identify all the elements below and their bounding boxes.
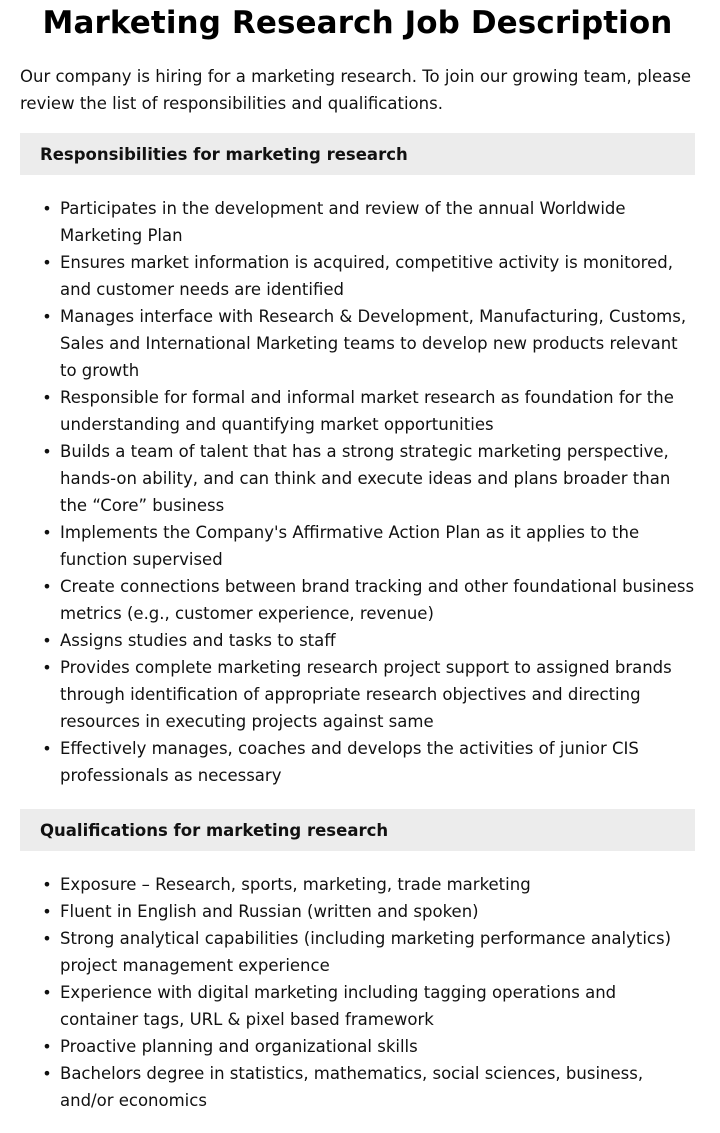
list-item-text: Ensures market information is acquired, competitive activity is monitored, and customer needs are identified (60, 253, 673, 299)
list-item-text: Effectively manages, coaches and develops the activities of junior CIS professionals as necessary (60, 739, 639, 785)
bullet-icon: • (42, 1037, 52, 1056)
page-title: Marketing Research Job Description (42, 5, 673, 41)
bullet-icon: • (42, 442, 52, 461)
qualifications-list (20, 871, 695, 1114)
list-item-text: Manages interface with Research & Development, Manufacturing, Customs, Sales and International Marketing teams to develop new products relevant to growth (60, 307, 687, 380)
bullet-icon: • (42, 929, 52, 948)
bullet-icon: • (42, 658, 52, 677)
list-item-text: Assigns studies and tasks to staff (60, 631, 336, 650)
list-item-text: Proactive planning and organizational skills (60, 1037, 418, 1056)
list-item (42, 735, 695, 789)
bullet-icon: • (42, 902, 52, 921)
bullet-icon: • (42, 875, 52, 894)
responsibilities-heading: Responsibilities for marketing research (20, 133, 695, 175)
list-item (42, 384, 695, 438)
list-item (42, 249, 695, 303)
list-item-text: Create connections between brand tracking and other foundational business metrics (e.g., customer experience, revenue) (60, 577, 695, 623)
bullet-icon: • (42, 388, 52, 407)
list-item (42, 519, 695, 573)
list-item (42, 898, 695, 925)
list-item (42, 925, 695, 979)
intro-paragraph: Our company is hiring for a marketing research. To join our growing team, please review the list of responsibilities and qualifications. (20, 67, 692, 113)
bullet-icon: • (42, 577, 52, 596)
qualifications-heading: Qualifications for marketing research (20, 809, 695, 851)
list-item-text: Participates in the development and review of the annual Worldwide Marketing Plan (60, 199, 626, 245)
list-item (42, 303, 695, 384)
bullet-icon: • (42, 199, 52, 218)
list-item-text: Strong analytical capabilities (including marketing performance analytics) project management experience (60, 929, 672, 975)
list-item (42, 195, 695, 249)
list-item (42, 1033, 695, 1060)
list-item (42, 654, 695, 735)
list-item (42, 627, 695, 654)
list-item-text: Fluent in English and Russian (written and spoken) (60, 902, 479, 921)
bullet-icon: • (42, 739, 52, 758)
bullet-icon: • (42, 253, 52, 272)
list-item (42, 438, 695, 519)
list-item-text: Experience with digital marketing including tagging operations and container tags, URL & pixel based framework (60, 983, 617, 1029)
list-item (42, 1060, 695, 1114)
list-item-text: Builds a team of talent that has a strong strategic marketing perspective, hands-on ability, and can think and execute ideas and plans broader than the “Core” business (60, 442, 671, 515)
list-item (42, 979, 695, 1033)
list-item (42, 573, 695, 627)
list-item-text: Provides complete marketing research project support to assigned brands through identification of appropriate research objectives and directing resources in executing projects against same (60, 658, 672, 731)
bullet-icon: • (42, 983, 52, 1002)
list-item (42, 871, 695, 898)
list-item-text: Responsible for formal and informal market research as foundation for the understanding and quantifying market opportunities (60, 388, 674, 434)
bullet-icon: • (42, 307, 52, 326)
list-item-text: Bachelors degree in statistics, mathematics, social sciences, business, and/or economics (60, 1064, 644, 1110)
responsibilities-list (20, 195, 695, 789)
list-item-text: Exposure – Research, sports, marketing, trade marketing (60, 875, 531, 894)
list-item-text: Implements the Company's Affirmative Action Plan as it applies to the function supervised (60, 523, 640, 569)
bullet-icon: • (42, 631, 52, 650)
bullet-icon: • (42, 523, 52, 542)
bullet-icon: • (42, 1064, 52, 1083)
